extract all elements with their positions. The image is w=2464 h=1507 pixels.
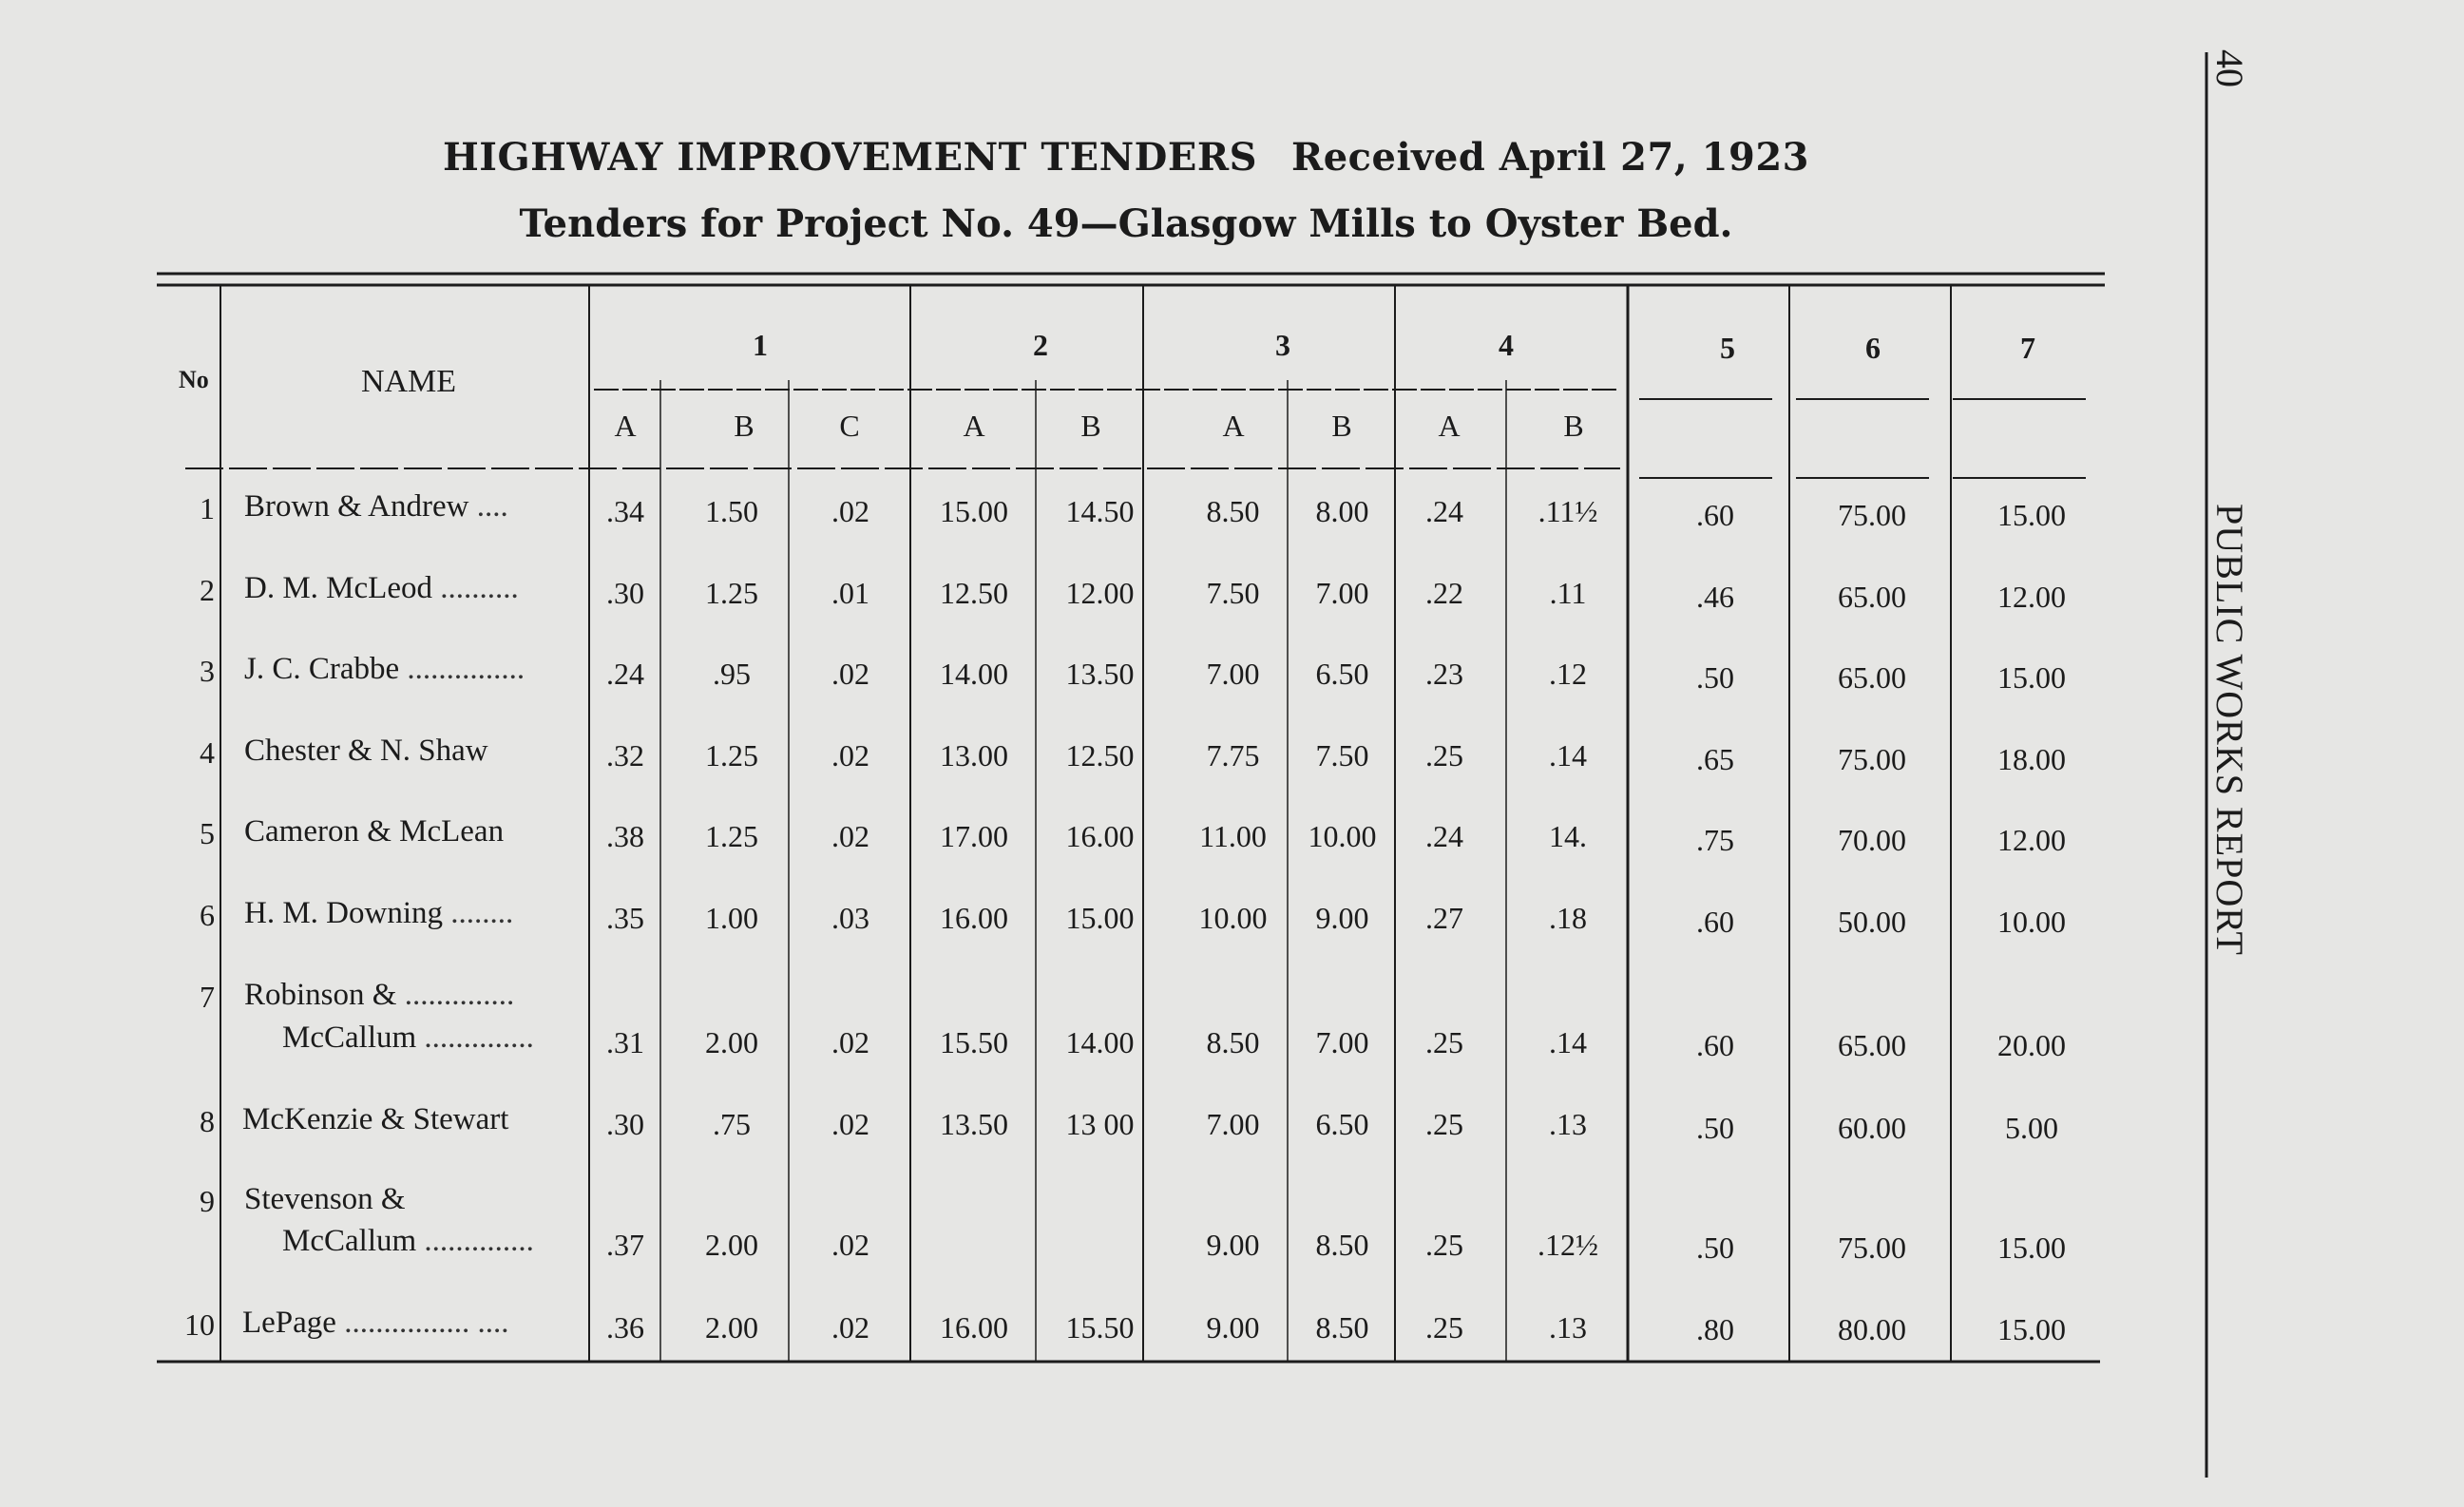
value-1c: .02: [831, 494, 869, 528]
value-4b: .12½: [1538, 1228, 1598, 1262]
tenderer-name: Cameron & McLean: [244, 814, 505, 849]
tenderer-name: Chester & N. Shaw: [244, 734, 488, 768]
value-2a: 15.50: [940, 1025, 1008, 1059]
value-1b: .95: [713, 657, 751, 691]
value-2b: 14.50: [1065, 494, 1135, 528]
value-6: 60.00: [1838, 1111, 1906, 1145]
value-1a: .31: [606, 1025, 644, 1059]
value-2b: 13.50: [1065, 657, 1135, 691]
value-1a: .32: [606, 738, 644, 773]
value-4a: .25: [1425, 1310, 1463, 1345]
value-4a: .24: [1425, 819, 1463, 853]
value-3b: 7.00: [1315, 1025, 1369, 1059]
value-7: 12.00: [1997, 580, 2066, 614]
value-3b: 8.00: [1315, 494, 1369, 528]
value-1a: .34: [606, 494, 644, 528]
value-3a: 7.50: [1206, 576, 1260, 610]
value-1b: 1.25: [705, 819, 758, 853]
value-4a: .25: [1425, 738, 1463, 773]
value-1c: .02: [831, 1228, 869, 1262]
value-3b: 10.00: [1308, 819, 1377, 853]
document-title: [0, 135, 2252, 180]
sub-header-2a: A: [963, 409, 985, 443]
value-3b: 8.50: [1315, 1228, 1369, 1262]
value-5: .46: [1696, 580, 1734, 614]
value-3b: 6.50: [1315, 1107, 1369, 1141]
received-date: Received April 27, 1923: [1290, 135, 1809, 180]
value-5: .50: [1696, 1111, 1734, 1145]
group-header-4: 4: [1499, 328, 1514, 362]
value-4b: .12: [1549, 657, 1587, 691]
value-3b: 7.50: [1315, 738, 1369, 773]
value-1a: .38: [606, 819, 644, 853]
value-6: 80.00: [1838, 1312, 1906, 1346]
value-1c: .02: [831, 657, 869, 691]
value-6: 75.00: [1838, 498, 1906, 532]
value-2b: 15.50: [1065, 1310, 1135, 1345]
tenderer-name: Stevenson &: [244, 1182, 406, 1216]
value-3a: 9.00: [1206, 1228, 1260, 1262]
tenderer-name: Brown & Andrew ....: [244, 489, 508, 524]
sub-header-3b: B: [1331, 409, 1352, 443]
value-1a: .36: [606, 1310, 644, 1345]
value-4a: .22: [1425, 576, 1463, 610]
sub-header-3a: A: [1222, 409, 1245, 443]
value-3b: 9.00: [1315, 901, 1369, 935]
column-header-no: No: [179, 366, 209, 393]
value-1a: .35: [606, 901, 644, 935]
value-1b: 1.00: [705, 901, 758, 935]
value-5: .50: [1696, 660, 1734, 695]
value-3a: 8.50: [1206, 1025, 1260, 1059]
value-2a: 14.00: [940, 657, 1008, 691]
value-7: 10.00: [1997, 905, 2066, 939]
value-5: .60: [1696, 1028, 1734, 1062]
tenderer-name: Robinson & ..............: [244, 978, 515, 1012]
title-text: HIGHWAY IMPROVEMENT TENDERS: [443, 135, 1257, 180]
value-4b: 14.: [1549, 819, 1587, 853]
value-4a: .27: [1425, 901, 1463, 935]
tenderer-name: H. M. Downing ........: [244, 896, 514, 930]
value-2b: 16.00: [1065, 819, 1135, 853]
value-1c: .02: [831, 819, 869, 853]
value-1b: 2.00: [705, 1025, 758, 1059]
value-6: 65.00: [1838, 660, 1906, 695]
value-2a: 15.00: [940, 494, 1008, 528]
value-2a: 16.00: [940, 901, 1008, 935]
value-7: 15.00: [1997, 1230, 2066, 1265]
value-1b: 1.25: [705, 738, 758, 773]
value-1c: .02: [831, 1107, 869, 1141]
value-5: .50: [1696, 1230, 1734, 1265]
value-3a: 9.00: [1206, 1310, 1260, 1345]
value-2b: 12.00: [1065, 576, 1135, 610]
value-1b: 2.00: [705, 1228, 758, 1262]
group-header-5: 5: [1720, 331, 1735, 365]
value-7: 12.00: [1997, 823, 2066, 857]
sub-header-1c: C: [839, 409, 860, 443]
document-subtitle: Tenders for Project No. 49—Glasgow Mills to Oyster Bed.: [519, 201, 1733, 246]
value-2b: 15.00: [1065, 901, 1135, 935]
sub-header-4a: A: [1438, 409, 1461, 443]
value-4a: .25: [1425, 1107, 1463, 1141]
value-5: .65: [1696, 742, 1734, 776]
value-4a: .25: [1425, 1228, 1463, 1262]
row-number: 5: [200, 816, 215, 850]
group-header-7: 7: [2020, 331, 2035, 365]
value-2a: 12.50: [940, 576, 1008, 610]
value-1a: .37: [606, 1228, 644, 1262]
tenderer-name: D. M. McLeod ..........: [244, 571, 519, 605]
value-6: 65.00: [1838, 1028, 1906, 1062]
value-3a: 8.50: [1206, 494, 1260, 528]
value-3a: 7.00: [1206, 657, 1260, 691]
page-number: 40: [2208, 49, 2251, 87]
value-3b: 8.50: [1315, 1310, 1369, 1345]
value-1a: .30: [606, 1107, 644, 1141]
row-number: 1: [200, 491, 215, 525]
group-header-1: 1: [753, 328, 768, 362]
value-1c: .02: [831, 738, 869, 773]
value-6: 50.00: [1838, 905, 1906, 939]
value-7: 20.00: [1997, 1028, 2066, 1062]
tenderer-name: McKenzie & Stewart: [242, 1102, 509, 1136]
value-2b: 12.50: [1065, 738, 1135, 773]
value-7: 15.00: [1997, 498, 2066, 532]
value-3a: 11.00: [1199, 819, 1267, 853]
value-2a: 13.00: [940, 738, 1008, 773]
value-6: 70.00: [1838, 823, 1906, 857]
group-header-2: 2: [1033, 328, 1048, 362]
value-5: .75: [1696, 823, 1734, 857]
value-7: 15.00: [1997, 1312, 2066, 1346]
value-2a: 17.00: [940, 819, 1008, 853]
value-2b: 13 00: [1065, 1107, 1135, 1141]
value-4b: .14: [1549, 1025, 1587, 1059]
running-header: PUBLIC WORKS REPORT: [2208, 504, 2251, 956]
tenderer-name: LePage ................ ....: [242, 1306, 509, 1340]
value-2b: 14.00: [1065, 1025, 1135, 1059]
column-header-name: NAME: [360, 364, 457, 399]
value-4a: .25: [1425, 1025, 1463, 1059]
sub-header-2b: B: [1080, 409, 1101, 443]
row-number: 10: [184, 1307, 215, 1342]
row-number: 3: [200, 654, 215, 688]
group-header-3: 3: [1275, 328, 1290, 362]
value-1c: .01: [831, 576, 869, 610]
sub-header-4b: B: [1563, 409, 1584, 443]
value-4b: .13: [1549, 1310, 1587, 1345]
tenderer-name-continued: McCallum ..............: [282, 1224, 534, 1258]
value-3b: 6.50: [1315, 657, 1369, 691]
value-7: 5.00: [2005, 1111, 2058, 1145]
value-1c: .02: [831, 1025, 869, 1059]
value-5: .80: [1696, 1312, 1734, 1346]
value-7: 15.00: [1997, 660, 2066, 695]
value-4b: .11½: [1538, 494, 1598, 528]
value-6: 75.00: [1838, 1230, 1906, 1265]
row-number: 7: [200, 980, 215, 1014]
value-4b: .18: [1549, 901, 1587, 935]
row-number: 2: [200, 573, 215, 607]
value-1b: .75: [713, 1107, 751, 1141]
sub-header-1a: A: [614, 409, 637, 443]
value-4b: .13: [1549, 1107, 1587, 1141]
value-1b: 1.50: [705, 494, 758, 528]
value-4a: .24: [1425, 494, 1463, 528]
value-2a: 13.50: [940, 1107, 1008, 1141]
value-6: 65.00: [1838, 580, 1906, 614]
value-4a: .23: [1425, 657, 1463, 691]
value-4b: .11: [1549, 576, 1587, 610]
row-number: 8: [200, 1104, 215, 1138]
row-number: 6: [200, 898, 215, 932]
group-header-6: 6: [1865, 331, 1881, 365]
value-4b: .14: [1549, 738, 1587, 773]
value-3b: 7.00: [1315, 576, 1369, 610]
row-number: 4: [200, 735, 215, 770]
value-1c: .03: [831, 901, 869, 935]
value-1b: 1.25: [705, 576, 758, 610]
value-6: 75.00: [1838, 742, 1906, 776]
value-3a: 7.75: [1206, 738, 1260, 773]
value-3a: 10.00: [1198, 901, 1268, 935]
value-1b: 2.00: [705, 1310, 758, 1345]
sub-header-1b: B: [734, 409, 754, 443]
value-1a: .24: [606, 657, 644, 691]
value-1a: .30: [606, 576, 644, 610]
value-5: .60: [1696, 905, 1734, 939]
tenderer-name: J. C. Crabbe ...............: [244, 652, 525, 686]
row-number: 9: [200, 1184, 215, 1218]
value-3a: 7.00: [1206, 1107, 1260, 1141]
value-2a: 16.00: [940, 1310, 1008, 1345]
value-7: 18.00: [1997, 742, 2066, 776]
tenderer-name-continued: McCallum ..............: [282, 1021, 534, 1055]
value-1c: .02: [831, 1310, 869, 1345]
value-5: .60: [1696, 498, 1734, 532]
